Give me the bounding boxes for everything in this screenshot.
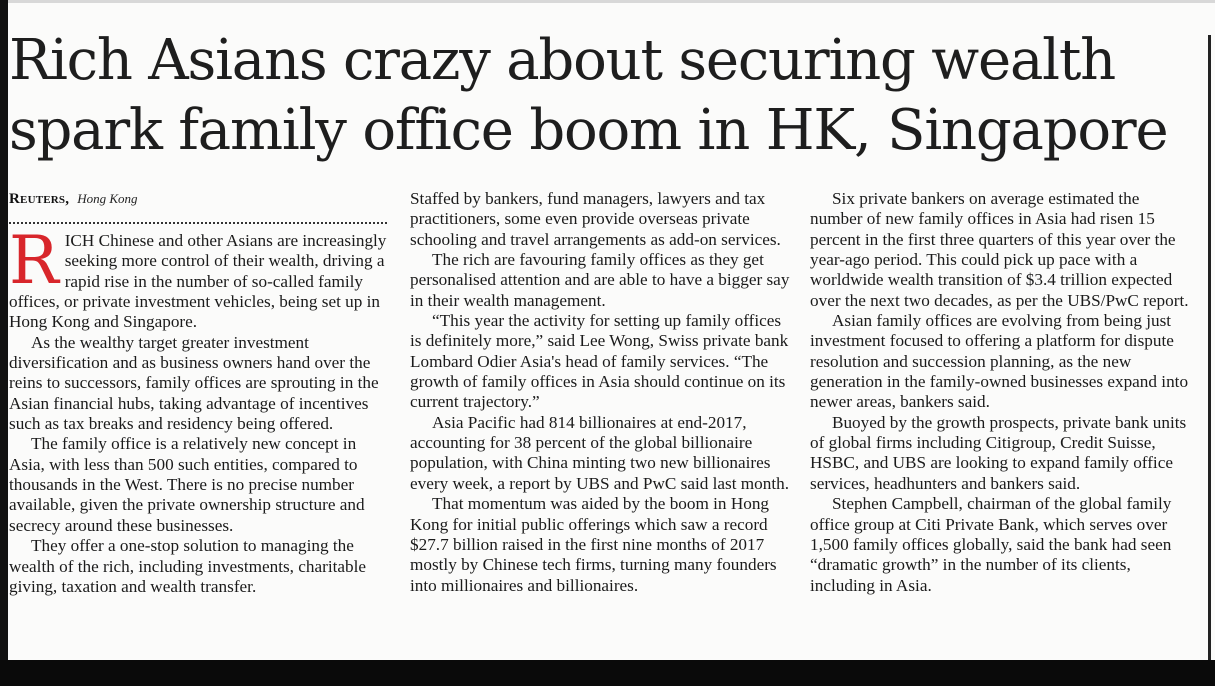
byline-location: Hong Kong [77,191,138,206]
byline [9,190,138,208]
article-paragraph: Buoyed by the growth prospects, private bank units of global firms including Citigroup, Credit Suisse, HSBC, and UBS are looking to expand family office services, headhunters and bankers said. [810,412,1187,493]
top-rule [0,0,1215,3]
article-column-3 [810,189,1195,596]
article-paragraph: Asia Pacific had 814 billionaires at end-2017, accounting for 38 percent of the global billionaire population, with China minting two new billionaires every week, a report by UBS and PwC said last month. [410,412,790,493]
article-paragraph: The family office is a relatively new concept in Asia, with less than 500 such entities, compared to thousands in the West. There is no precise number available, given the private ownership structure and secrecy around these businesses. [9,434,365,535]
article-paragraph: They offer a one-stop solution to managing the wealth of the rich, including investments, charitable giving, taxation and wealth transfer. [9,536,367,596]
article-paragraph: Asian family offices are evolving from being just investment focused to offering a platform for dispute resolution and succession planning, as the new generation in the family-owned businesses expand into newer areas, bankers said. [810,311,1189,412]
drop-cap: R [9,222,59,299]
article-paragraph [9,222,395,333]
article-paragraph: That momentum was aided by the boom in Hong Kong for initial public offerings which saw a record $27.7 billion raised in the first nine months of 2017 mostly by Chinese tech firms, turning many founders into millionaires and billionaires. [410,494,777,595]
article-paragraph: Stephen Campbell, chairman of the global family office group at Citi Private Bank, which serves over 1,500 family offices globally, said the bank had seen “dramatic growth” in the number of its clients, including in Asia. [810,494,1172,595]
left-margin-bar [0,0,8,686]
headline-line-2: spark family office boom in HK, Singapore [9,98,1168,163]
article-paragraph: Staffed by bankers, fund managers, lawyers and tax practitioners, some even provide overseas private schooling and travel arrangements as add-on services. [410,189,781,249]
article-paragraph: As the wealthy target greater investment diversification and as business owners hand over the reins to successors, family offices are sprouting in the Asian financial hubs, taking advantage of incentives such as tax breaks and residency being offered. [9,332,379,434]
paragraph-text: ICH Chinese and other Asians are increasingly seeking more control of their wealth, driving a rapid rise in the number of so-called family offices, or private investment vehicles, being set up in Hong Kong and Singapore. [9,231,387,332]
article-paragraph: Six private bankers on average estimated the number of new family offices in Asia had risen 15 percent in the first three quarters of this year over the year-ago period. This could pick up pace with a worldwide wealth transition of $3.4 trillion expected over the next two decades, as per the UBS/PwC report. [810,189,1189,310]
article-column-2 [410,189,795,596]
article-column-1 [9,222,395,597]
byline-divider [9,222,387,224]
bottom-edge-bar [0,660,1215,686]
article-paragraph: The rich are favouring family offices as they get personalised attention and are able to have a bigger say in their wealth management. [410,250,790,310]
article-paragraph: “This year the activity for setting up family offices is definitely more,” said Lee Wong, Swiss private bank Lombard Odier Asia's head of family services. “The growth of family offices in Asia should continue on its current trajectory.” [410,311,789,412]
headline [9,26,1209,166]
byline-agency: Reuters, [9,191,70,207]
headline-line-1: Rich Asians crazy about securing wealth [9,28,1116,93]
